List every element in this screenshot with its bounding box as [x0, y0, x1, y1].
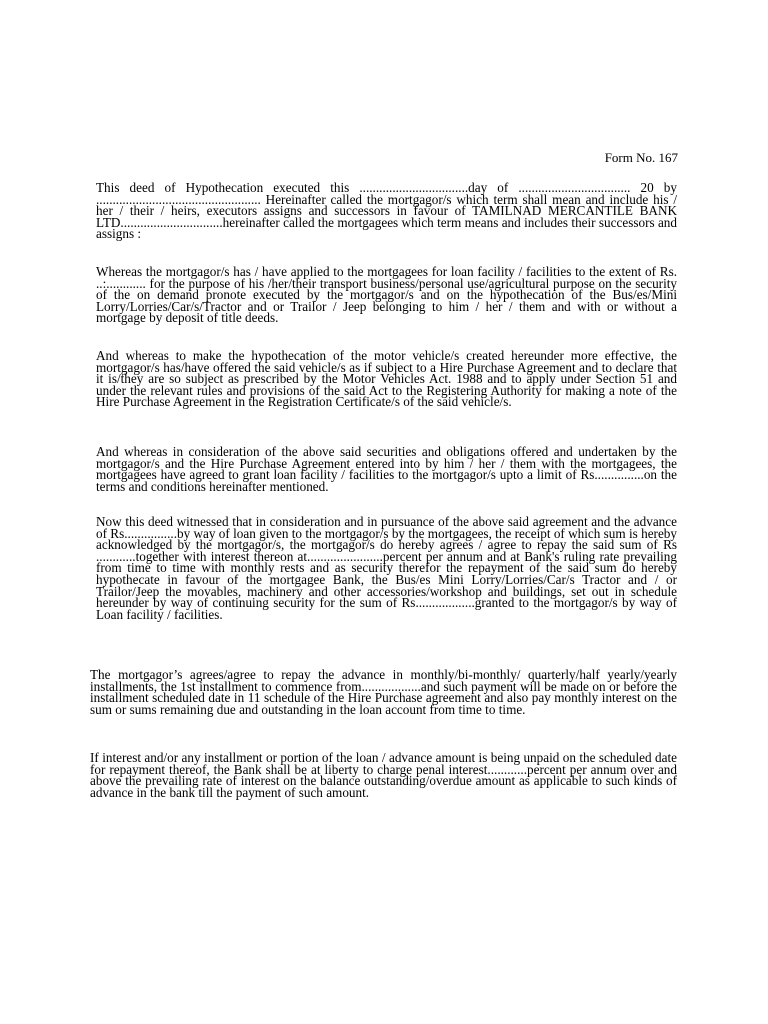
paragraph-repayment: The mortgagor’s agrees/agree to repay the advance in monthly/bi-monthly/ quarterly/half yearly/yearly installments, the 1st installment to commence from..................and such payment will be made on or before the installment scheduled date in 11 schedule of the Hire Purchase agreement and also pay monthly interest on the sum or sums remaining due and outstanding in the loan account from time to time.	[90, 667, 677, 717]
paragraph-penal-interest: If interest and/or any installment or portion of the loan / advance amount is being unpaid on the scheduled date for repayment thereof, the Bank shall be at liberty to charge penal interest............percent per annum over and above the prevailing rate of interest on the balance outstanding/overdue amount as applicable to such kinds of advance in the bank till the payment of such amount.	[90, 750, 677, 800]
paragraph-hire-purchase: And whereas to make the hypothecation of the motor vehicle/s created hereunder more effective, the mortgagor/s has/have offered the said vehicle/s as if subject to a Hire Purchase Agreement and to declare that it is/they are so subject as prescribed by the Motor Vehicles Act. 1988 and to apply under Section 51 and under the relevant rules and provisions of the said Act to the Registering Authority for making a note of the Hire Purchase Agreement in the Registration Certificate/s of the said vehicle/s.	[96, 348, 677, 410]
form-number: Form No. 167	[604, 150, 678, 165]
paragraph-consideration: And whereas in consideration of the above said securities and obligations offered and undertaken by the mortgagor/s and the Hire Purchase Agreement entered into by him / her / them with the mortgagees, the mortgagees have agreed to grant loan facility / facilities to the mortgagor/s upto a limit of Rs...............on the terms and conditions hereinafter mentioned.	[96, 444, 677, 494]
paragraph-loan-application: Whereas the mortgagor/s has / have applied to the mortgagees for loan facility / facilities to the extent of Rs. ..:............ for the purpose of his /her/their transport business/personal use/agricultural purpose on the security of the on demand pronote executed by the mortgagor/s and on the hypothecation of the Bus/es/Mini Lorry/Lorries/Car/s/Tractor and or Trailor / Jeep belonging to him / her / them and with or without a mortgage by deposit of title deeds.	[96, 264, 677, 326]
paragraph-witness: Now this deed witnessed that in consideration and in pursuance of the above said agreement and the advance of Rs................by way of loan given to the mortgagor/s by the mortgagees, the receipt of which sum is hereby acknowledged by the mortgagor/s, the mortgagor/s do hereby agrees / agree to repay the said sum of Rs ............together with interest thereon at.......................percent per annum and at Bank's ruling rate prevailing from time to time with monthly rests and as security therefor the repayment of the said sum do hereby hypothecate in favour of the mortgagee Bank, the Bus/es Mini Lorry/Lorries/Car/s Tractor and / or Trailor/Jeep the movables, machinery and other accessories/workshop and buildings, set out in schedule hereunder by way of continuing security for the sum of Rs..................granted to the mortgagor/s by way of Loan facility / facilities.	[96, 514, 677, 622]
paragraph-deed-intro: This deed of Hypothecation executed this .................................day of .................................. 20 by .................................................. Hereinafter called the mortgagor/s which term shall mean and include his / her / their / heirs, executors assigns and successors in favour of TAMILNAD MERCANTILE BANK LTD...............................hereinafter called the mortgagees which term means and includes their successors and assigns :	[96, 180, 677, 242]
